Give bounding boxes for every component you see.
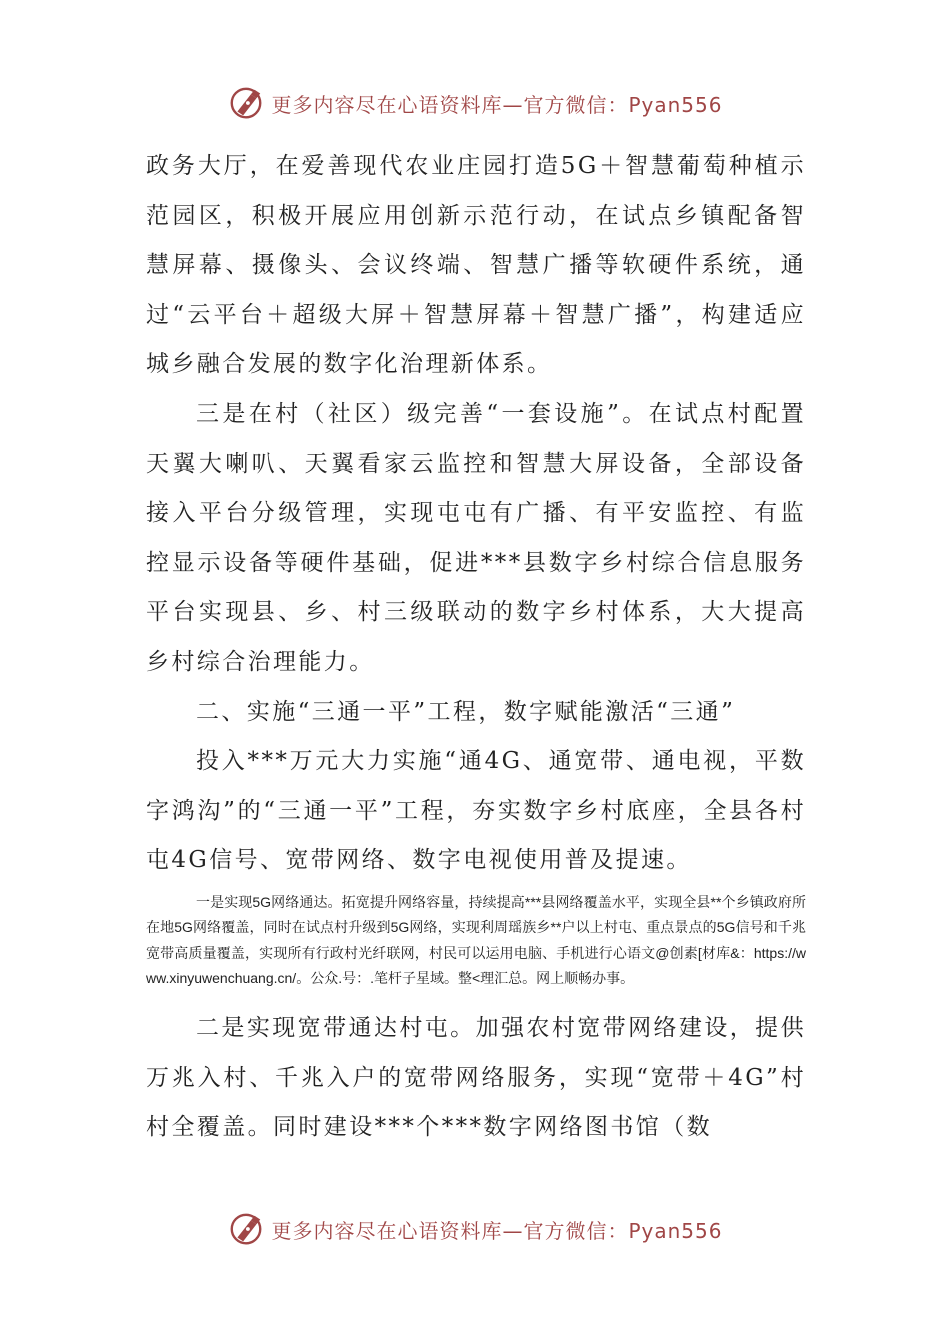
pen-nib-logo-icon xyxy=(227,1210,265,1248)
document-body xyxy=(146,142,806,1153)
paragraph-continued: 政务大厅，在爱善现代农业庄园打造5G＋智慧葡萄种植示范园区，积极开展应用创新示范行动，在试点乡镇配备智慧屏幕、摄像头、会议终端、智慧广播等软硬件系统，通过“云平台＋超级大屏＋智慧屏幕＋智慧广播”，构建适应城乡融合发展的数字化治理新体系。 xyxy=(146,153,806,378)
paragraph-broadband: 二是实现宽带通达村屯。加强农村宽带网络建设，提供万兆入村、千兆入户的宽带网络服务，实现“宽带＋4G”村村全覆盖。同时建设***个***数字网络图书馆（数 xyxy=(146,1014,806,1141)
paragraph-three-connections: 投入***万元大力实施“通4G、通宽带、通电视，平数字鸿沟”的“三通一平”工程，夯实数字乡村底座，全县各村屯4G信号、宽带网络、数字电视使用普及提速。 xyxy=(146,748,806,874)
header-watermark xyxy=(0,78,950,128)
paragraph-5g-network: 一是实现5G网络通达。拓宽提升网络容量，持续提高***县网络覆盖水平，实现全县**个乡镇政府所在地5G网络覆盖，同时在试点村升级到5G网络，实现利周瑶族乡**户以上村屯、重点景点的5G信号和千兆宽带高质量覆盖，实现所有行政村光纤联网，村民可以运用电脑、手机进行心语文@创素[材库&：https://www.xinyuwenchuang.cn/。公众.号：.笔杆子星域。整<理汇总。网上顺畅办事。 xyxy=(146,893,806,987)
section-heading: 二、实施“三通一平”工程，数字赋能激活“三通” xyxy=(196,698,736,725)
watermark-text: 更多内容尽在心语资料库—官方微信：Pyan556 xyxy=(271,1218,723,1243)
pen-nib-logo-icon xyxy=(227,84,265,122)
watermark-text: 更多内容尽在心语资料库—官方微信：Pyan556 xyxy=(271,92,723,117)
footer-watermark xyxy=(0,1204,950,1254)
paragraph-village-facilities: 三是在村（社区）级完善“一套设施”。在试点村配置天翼大喇叭、天翼看家云监控和智慧大屏设备，全部设备接入平台分级管理，实现屯屯有广播、有平安监控、有监控显示设备等硬件基础，促进***县数字乡村综合信息服务平台实现县、乡、村三级联动的数字乡村体系，大大提高乡村综合治理能力。 xyxy=(146,400,806,675)
